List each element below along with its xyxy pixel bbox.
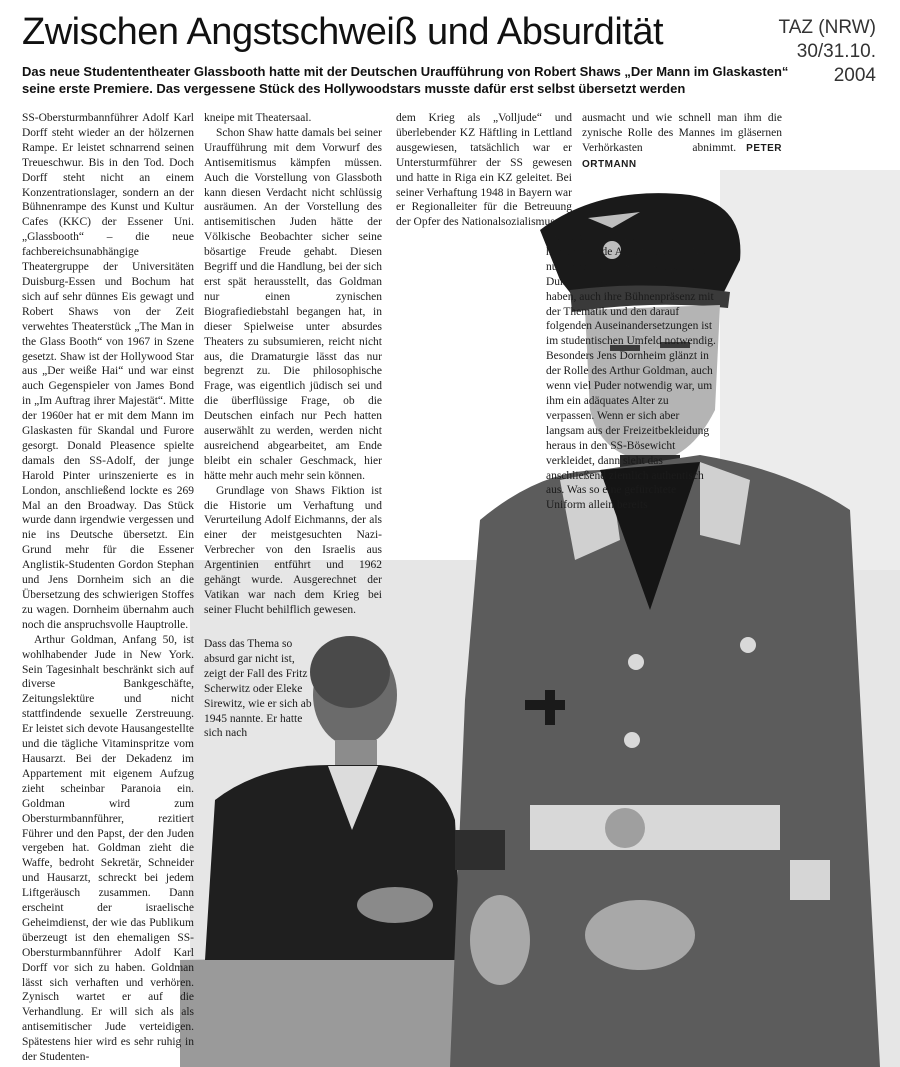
paragraph: Grundlage von Shaws Fiktion ist die Historie um Verhaftung und Verurteilung Adolf Eichmanns, der als einer der meistgesuchten Nazi-Verbrecher von den Israelis aus Argentinien entführt und 1962 gehängt wurde. Ausgerechnet der Vatikan war nach dem Krieg bei seiner Flucht behilflich gewesen. <box>204 484 382 616</box>
source-year: 2004 <box>833 65 876 86</box>
paragraph: SS-Obersturmbannführer Adolf Karl Dorff steht wieder an der hölzernen Rampe. Er leistet schnarrend seinen Treueschwur. Bis in den Tod. Doch Dorff steht nicht an einem Konzentrationslager, sondern an der Bühnenrampe des Kunst und Kultur Cafes (KKC) der Essener Uni. „Glassbooth“ – die neue fachbereichsunabhängige Theatergruppe der Universitäten Duisburg-Essen und Bochum hat sich auf sehr dünnes Eis gewagt und Robert Shaws von der Zeit verwehtes Theaterstück „The Man in the Glass Booth“ von 1967 in Szene gesetzt. Shaw ist der Hollywood Star aus „Der weiße Hai“ und war einst auch Gegenspieler von James Bond in „Im Auftrag ihrer Majestät“. Mitte der 1960er hat er mit dem Mann im Glaskasten für Skandal und Furore gesorgt. Donald Pleasence spielte damals den SS-Adolf, der junge Harold Pinter urinszenierte es in London, anschließend lockte es 269 Mal an den Broadway. Das Stück wurde dann irgendwie vergessen und nie ins Deutsche übersetzt. Ein Grund mehr für die Essener Anglistik-Studenten Gordon Stephan und Jens Dornheim sich an die Übersetzung des schwierigen Stoffes zu wagen. Dornheim übernahm auch noch die anspruchsvolle Hauptrolle. <box>22 112 194 631</box>
article-column-2-tail <box>204 637 312 757</box>
author-byline: PETER ORTMANN <box>582 142 782 170</box>
paragraph: kneipe mit Theatersaal. <box>204 112 312 124</box>
source-date: 30/31.10. <box>796 41 876 62</box>
paragraph: Dennoch haben die Studenten hervorragende Arbeit geleistet. Nicht nur, dass sie den Stoff wieder dem Dunst der Geschichte entrissen haben, auch ihre Bühnenpräsenz mit der Thematik und den darauf folgenden Auseinandersetzungen ist im studentischen Umfeld notwendig. Besonders Jens Dornheim glänzt in der Rolle des Arthur Goldman, auch wenn viel Puder notwendig war, um ihm ein adäquates Alter zu verpassen. Wenn er sich aber langsam aus der Freizeitbekleidung heraus in den SS-Bösewicht verkleidet, dann sieht das anschließend ziemlich authentisch aus. Was so eine gefürchtete Uniform allein bereits <box>546 231 717 512</box>
paragraph: Dass das Thema so absurd gar nicht ist, zeigt der Fall des Fritz Scherwitz oder Eleke Sirewitz, wie er sich ab 1945 nannte. Er hatte sich nach <box>204 638 312 740</box>
headline: Zwischen Angstschweiß und Absurdität <box>22 11 664 53</box>
lead-paragraph: Das neue Studententheater Glassbooth hatte mit der Deutschen Uraufführung von Robert Shaws „Der Mann im Glaskasten“ seine erste Premiere. Das vergessene Stück des Hollywoodstars musste dafür erst selbst übersetzt werden <box>22 64 789 96</box>
paragraph: Arthur Goldman, Anfang 50, ist wohlhabender Jude in New York. Sein Tagesinhalt beschränkt sich auf diverse Bankgeschäfte, Zeitungslektüre und nicht stattfindende sexuelle Zerstreuung. Er leistet sich devote Hausangestellte und die tägliche Vitaminspritze vom Hausarzt. Bei der Dekadenz im Appartement mit eigenem Aufzug zieht scheinbar Paranoia ein. Goldman wird zum Obersturmbannführer, rezitiert Führer und den Papst, der den Juden vergeben hat. Goldman zieht die Waffe, bedroht Sekretär, Schneider und Hausarzt, schreckt bei jedem Liftgeräusch zusammen. Dann erscheint der israelische Geheimdienst, der wie das Publikum überzeugt ist den ehemaligen SS-Obersturmbannführer Adolf Karl Dorff vor sich zu haben. Goldman lässt sich verhaften und verhören. Zynisch wartet er auf die Verhandlung. Er will sich als als antisemitischer Jude verteidigen. Spätestens hier wird es sehr ruhig in der Studenten- <box>22 633 194 1064</box>
paragraph <box>582 111 782 173</box>
article-column-3 <box>396 111 572 231</box>
photo-table <box>180 955 470 1067</box>
article-column-4 <box>582 111 782 171</box>
article-column-2 <box>204 111 382 637</box>
article-column-1 <box>22 111 194 1064</box>
source-info <box>779 16 876 88</box>
paragraph: Schon Shaw hatte damals bei seiner Uraufführung mit dem Vorwurf des Antisemitismus kämpfen müssen. Auch die Vorstellung von Glassboth kann diesen Verdacht nicht schlüssig ausräumen. An der Vorstellung des antisemitischen Juden hätte der Völkische Beobachter sicher seine bösartige Freude gehabt. Diesen Begriff und die Handlung, bei der sich erst spät herausstellt, das Goldman nur einen zynischen Biografiediebstahl begangen hat, in dieser Spielweise unter absurdes Theaters zu subsumieren, reicht nicht aus, die Dramaturgie lässt das nur begrenzt zu. Die philosophische Frage, was eigentlich jüdisch sei und die überflüssige Frage, ob die Deutschen einfach nur Pech hatten auserwählt zu werden, werden nicht ausreichend abgearbeitet, am Ende bleibt ein schaler Geschmack, hier hätte mehr auch mehr sein können. <box>204 126 382 482</box>
paragraph: dem Krieg als „Volljude“ und überlebender KZ Häftling in Lettland ausgewiesen, tatsächlich war er Untersturmführer der SS gewesen und hatte in Riga ein KZ geleitet. Bei seiner Verhaftung 1948 in Bayern war er Regionalleiter für die Betreuung der Opfer des Nationalsozialismus. <box>396 112 572 229</box>
paragraph-text: ausmacht und wie schnell man ihm die zynische Rolle des Mannes im gläsernen Verhörkasten abnimmt. <box>582 112 782 154</box>
article-column-3-continued <box>546 230 718 512</box>
source-paper: TAZ (NRW) <box>778 17 876 38</box>
